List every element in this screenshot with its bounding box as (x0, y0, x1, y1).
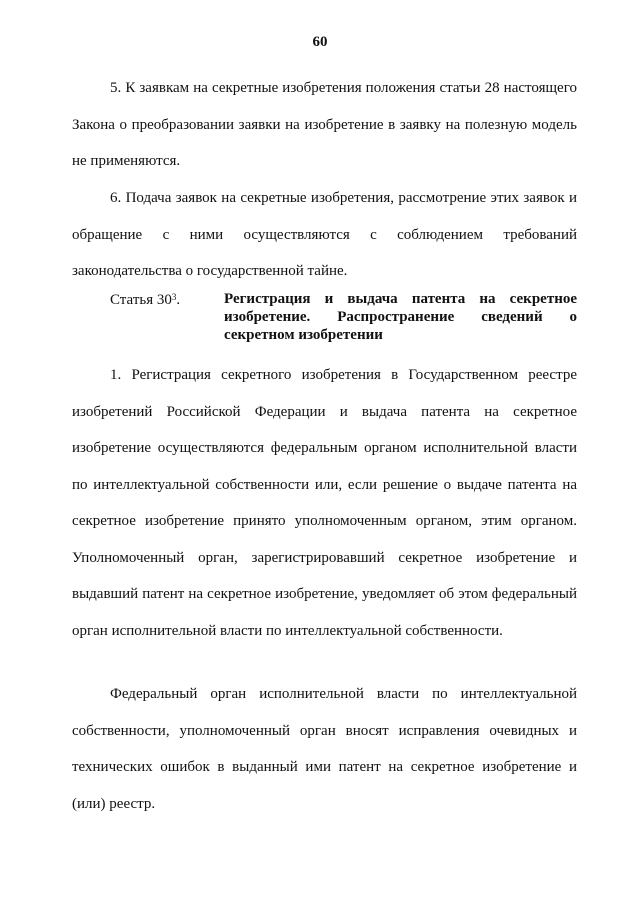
paragraph-5: 5. К заявкам на секретные изобретения положения статьи 28 настоящего Закона о преобразовании заявки на изобретение в заявку на полезную модель не применяются. (72, 80, 577, 169)
page-number: 60 (312, 34, 328, 50)
article-number-prefix: Статья 30 (110, 292, 172, 308)
article-paragraph-1: 1. Регистрация секретного изобретения в Государственном реестре изобретений Российской Федерации и выдача патента на секретное изобретение осуществляются федеральным органом исполнительной власти по интеллектуальной собственности или, если решение о выдаче патента на секретное изобретение принято уполномоченным органом, этим органом. Уполномоченный орган, зарегистрировавший секретное изобретение и выдавший патент на секретное изобретение, уведомляет об этом федеральный орган исполнительной власти по интеллектуальной собственности. (72, 367, 577, 639)
article-number-superscript: 3 (171, 292, 177, 302)
article-title: Регистрация и выдача патента на секретное изобретение. Распространение сведений о секретном изобретении (224, 291, 577, 343)
article-number (110, 290, 210, 310)
article-paragraph-2: Федеральный орган исполнительной власти по интеллектуальной собственности, уполномоченный орган вносят исправления очевидных и технических ошибок в выданный ими патент на секретное изобретение и (или) реестр. (72, 686, 577, 812)
paragraph-6: 6. Подача заявок на секретные изобретения, рассмотрение этих заявок и обращение с ними осуществляются с соблюдением требований законодательства о государственной тайне. (72, 190, 577, 279)
article-number-suffix: . (176, 292, 181, 308)
